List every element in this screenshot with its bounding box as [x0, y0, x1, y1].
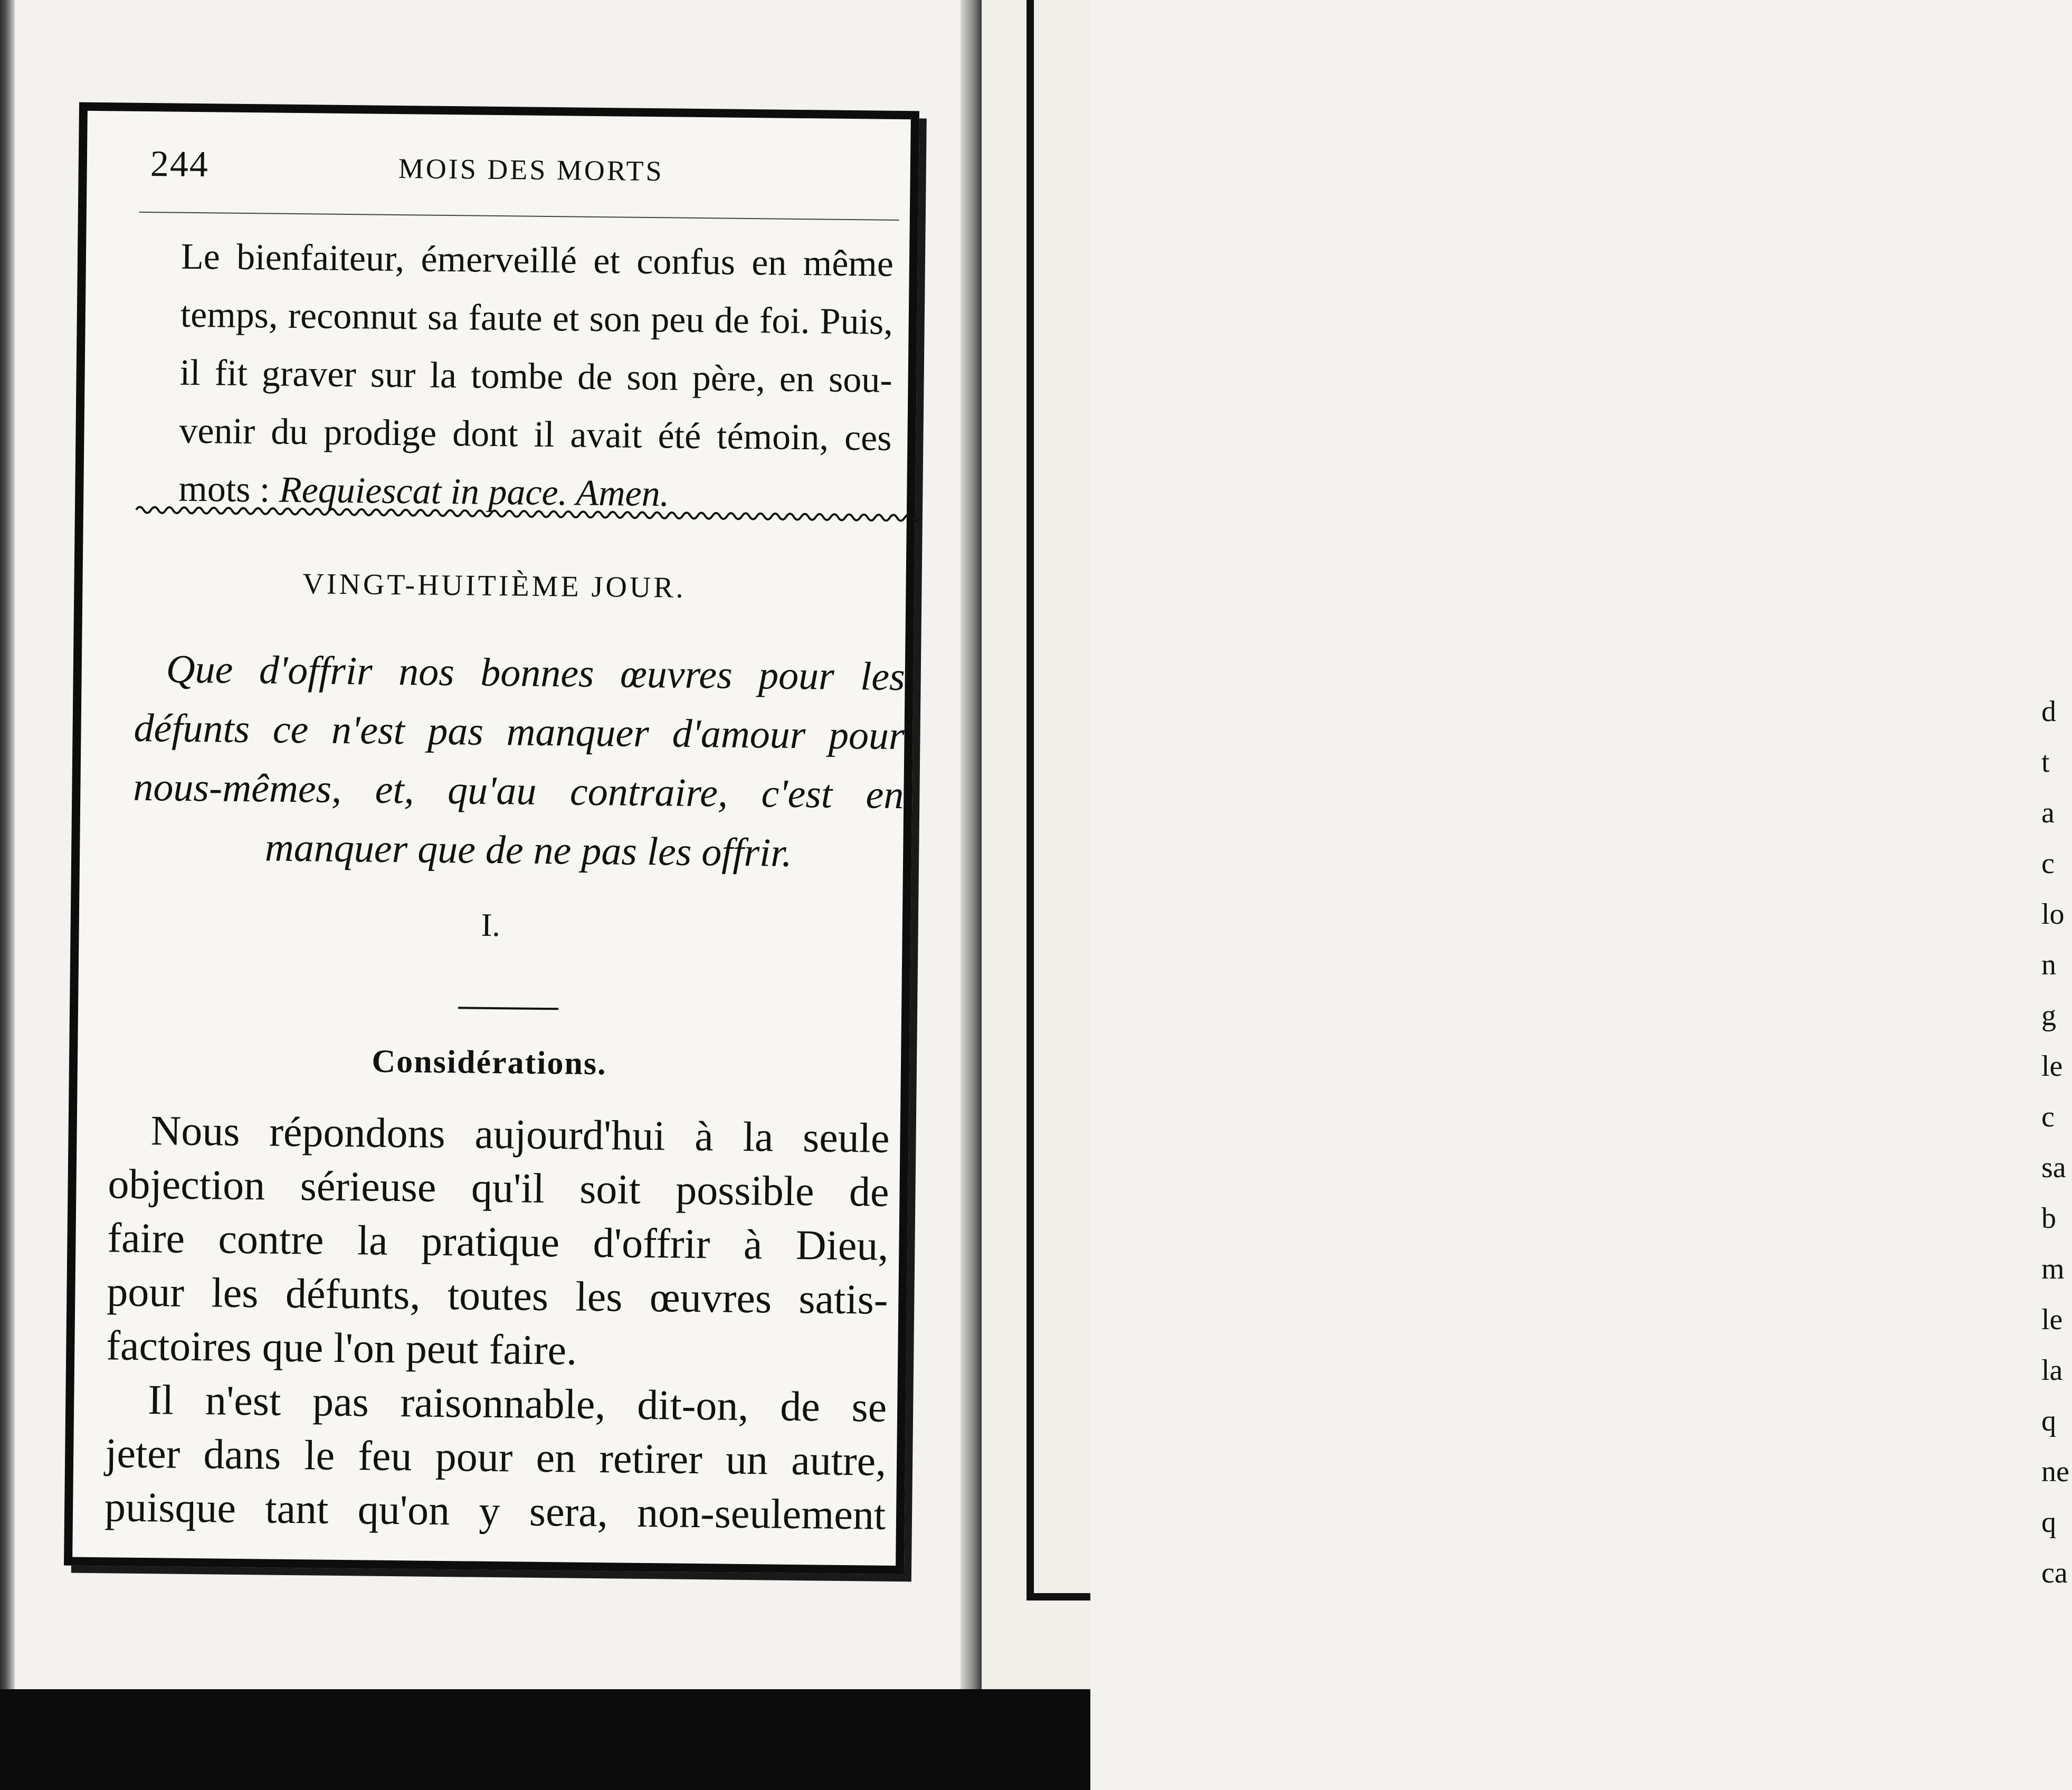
facing-page-border-bottom	[1027, 1593, 1090, 1600]
scan-left-edge	[0, 0, 15, 1790]
facing-page-fragment: t	[2041, 746, 2050, 779]
text-line: venir du prodige dont il avait été témoin, ces	[179, 410, 892, 459]
text-line: jeter dans le feu pour en retirer un autre,	[104, 1430, 887, 1485]
facing-page-fragment: ca	[2041, 1557, 2068, 1589]
text-line: Il n'est pas raisonnable, dit-on, de se	[147, 1377, 887, 1431]
facing-page-border	[1027, 0, 1034, 1599]
epigraph-line: manquer que de ne pas les offrir.	[264, 825, 792, 875]
facing-page-fragment: d	[2041, 695, 2056, 728]
page-number: 244	[150, 144, 210, 185]
chapter-title: VINGT-HUITIÈME JOUR.	[302, 567, 686, 604]
facing-page-fragment: g	[2041, 999, 2056, 1032]
facing-page-fragment: ne	[2041, 1455, 2069, 1488]
running-head: MOIS DES MORTS	[398, 153, 664, 187]
epigraph	[132, 639, 906, 884]
text-line: factoires que l'on peut faire.	[106, 1322, 577, 1374]
facing-page-fragment: c	[2041, 1101, 2055, 1133]
facing-page-fragment: le	[2041, 1303, 2063, 1336]
facing-page-fragment: n	[2041, 949, 2056, 981]
facing-page-text	[2041, 686, 2072, 1598]
scan-bottom-edge	[0, 1689, 1090, 1790]
facing-page-fragment: le	[2041, 1050, 2063, 1083]
text-line: puisque tant qu'on y sera, non-seulement	[104, 1484, 886, 1539]
facing-page-fragment: lo	[2041, 898, 2065, 931]
latin-phrase: Requiescat in pace. Amen.	[279, 469, 670, 515]
facing-page-fragment: q	[2041, 1506, 2056, 1539]
epigraph-line: défunts ce n'est pas manquer d'amour pour	[134, 705, 905, 759]
text-line: temps, reconnut sa faute et son peu de foi. Puis,	[180, 294, 894, 343]
text-line: Le bienfaiteur, émerveillé et confus en même	[180, 236, 894, 285]
text-fragment: mots :	[178, 468, 280, 510]
section-numeral: I.	[481, 907, 501, 944]
main-paragraph	[104, 1103, 890, 1542]
text-line: faire contre la pratique d'offrir à Dieu,	[107, 1215, 889, 1270]
facing-page-fragment: la	[2041, 1354, 2063, 1387]
facing-page-fragment: q	[2041, 1405, 2056, 1437]
book-gutter-shadow	[961, 0, 982, 1689]
facing-page-fragment: sa	[2041, 1151, 2066, 1184]
facing-page-fragment: m	[2041, 1253, 2065, 1285]
section-rule	[458, 1007, 558, 1010]
text-line: pour les défunts, toutes les œuvres satis-	[106, 1268, 888, 1323]
section-heading: Considérations.	[372, 1043, 607, 1082]
facing-page	[982, 0, 2069, 1689]
text-line: objection sérieuse qu'il soit possible de	[108, 1161, 889, 1216]
epigraph-line: Que d'offrir nos bonnes œuvres pour les	[166, 647, 906, 699]
text-line: Nous répondons aujourd'hui à la seule	[150, 1107, 890, 1162]
facing-page-fragment: c	[2041, 847, 2055, 880]
book-page	[64, 102, 919, 1575]
top-paragraph	[141, 228, 894, 526]
text-line: il fit graver sur la tombe de son père, en sou-	[179, 352, 893, 401]
facing-page-fragment: b	[2041, 1202, 2056, 1235]
facing-page-fragment: a	[2041, 797, 2055, 829]
page-header	[150, 143, 900, 198]
header-rule	[139, 212, 899, 221]
epigraph-line: nous-mêmes, et, qu'au contraire, c'est en	[133, 764, 904, 818]
